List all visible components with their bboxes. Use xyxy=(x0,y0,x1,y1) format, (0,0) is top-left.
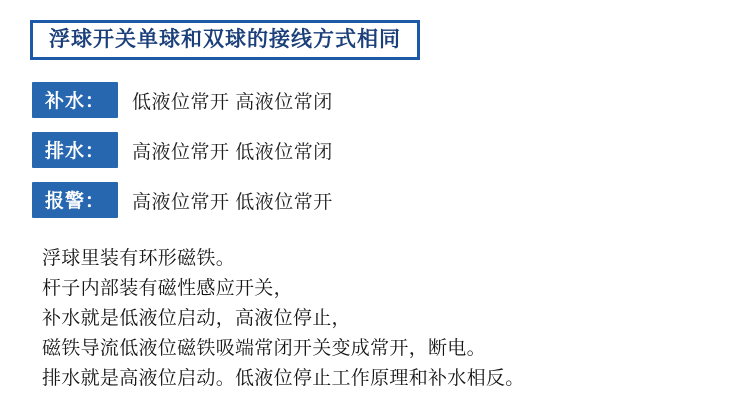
title-banner xyxy=(30,20,420,60)
mode-desc-refill: 低液位常开 高液位常闭 xyxy=(132,91,333,113)
mode-row-drain xyxy=(32,132,724,168)
mode-tag-refill: 补水： xyxy=(32,82,118,118)
mode-tag-drain: 排水： xyxy=(32,132,118,168)
mode-row-refill xyxy=(32,82,724,118)
note-line: 浮球里装有环形磁铁。 xyxy=(42,248,236,269)
notes-block xyxy=(42,244,724,394)
mode-tag-alarm: 报警： xyxy=(32,182,118,218)
note-line: 杆子内部装有磁性感应开关， xyxy=(42,278,293,299)
mode-desc-drain: 高液位常开 低液位常闭 xyxy=(132,141,333,163)
note-line: 补水就是低液位启动，高液位停止， xyxy=(42,308,351,329)
mode-desc-alarm: 高液位常开 低液位常开 xyxy=(132,191,333,213)
page-title: 浮球开关单球和双球的接线方式相同 xyxy=(49,28,401,51)
mode-row-alarm xyxy=(32,182,724,218)
note-line: 磁铁导流低液位磁铁吸端常闭开关变成常开，断电。 xyxy=(42,338,486,359)
mode-list xyxy=(32,82,724,218)
note-line: 排水就是高液位启动。低液位停止工作原理和补水相反。 xyxy=(42,368,525,389)
